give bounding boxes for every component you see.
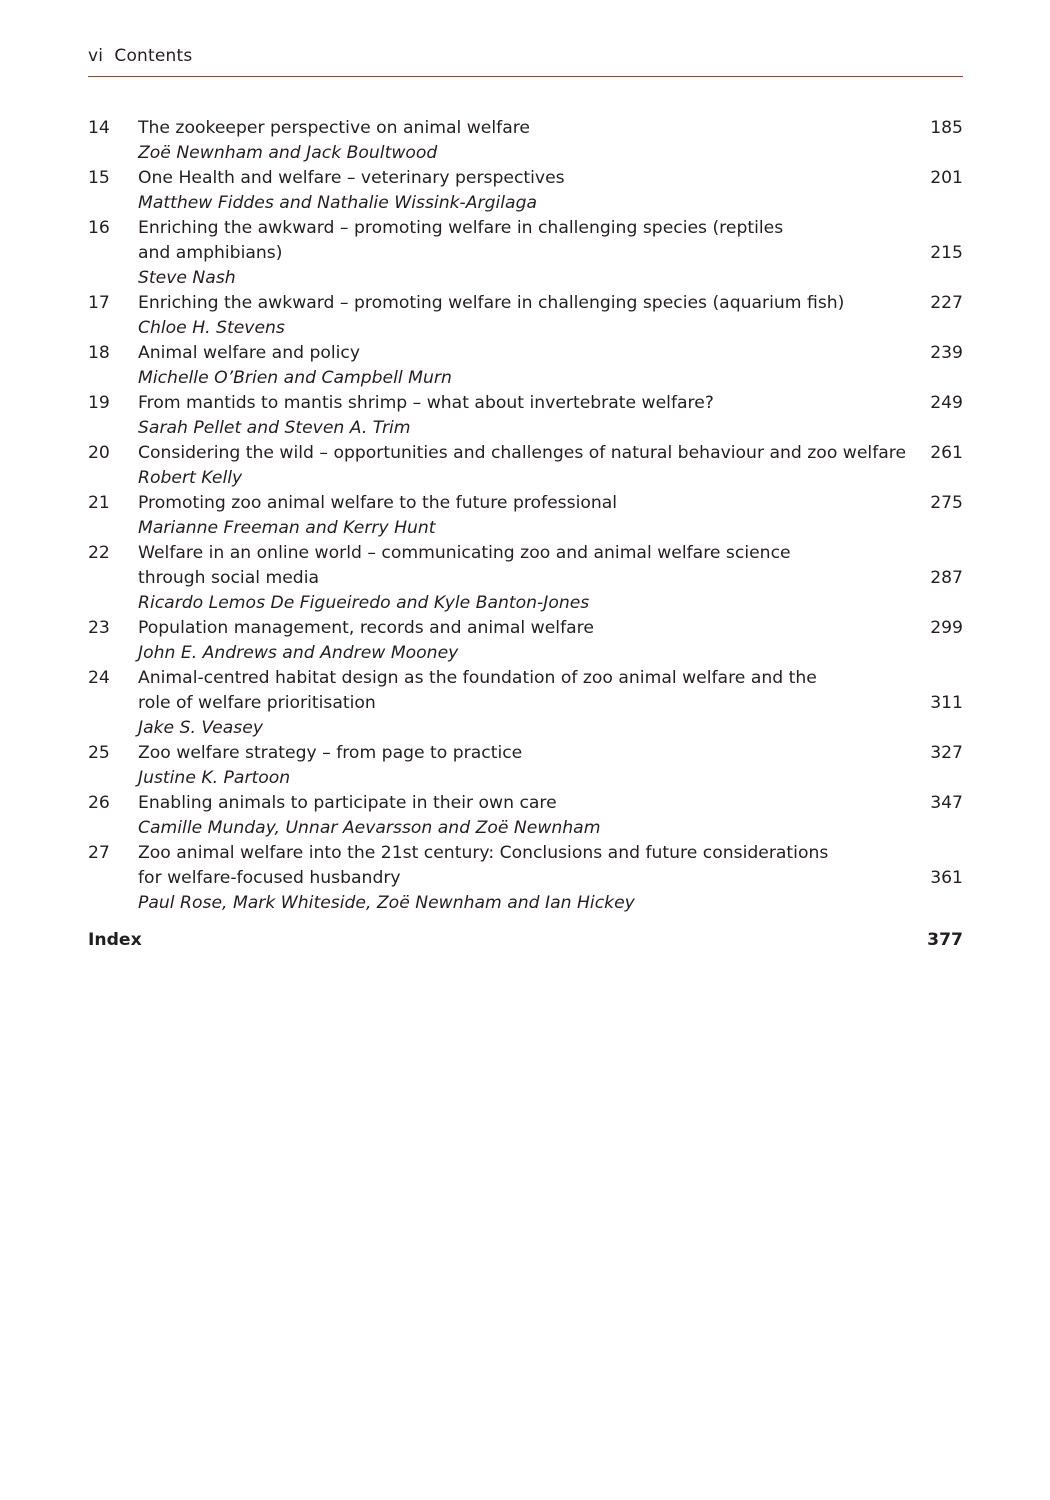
chapter-body bbox=[138, 541, 911, 616]
chapter-title-line: Considering the wild – opportunities and challenges of natural behaviour and zoo welfare bbox=[138, 443, 907, 463]
chapter-title-line: role of welfare prioritisation bbox=[138, 693, 376, 713]
toc-entry[interactable] bbox=[88, 616, 963, 666]
chapter-title-line: One Health and welfare – veterinary perspectives bbox=[138, 168, 565, 188]
toc-entry[interactable] bbox=[88, 216, 963, 291]
chapter-title-line: Population management, records and animal welfare bbox=[138, 618, 594, 638]
chapter-authors: Michelle O’Brien and Campbell Murn bbox=[138, 368, 452, 388]
chapter-authors: Matthew Fiddes and Nathalie Wissink-Argilaga bbox=[138, 193, 538, 213]
page-number: 201 bbox=[930, 168, 963, 188]
table-of-contents bbox=[88, 116, 963, 953]
chapter-number: 19 bbox=[88, 393, 110, 413]
toc-entry[interactable] bbox=[88, 116, 963, 166]
page-number: 275 bbox=[930, 493, 963, 513]
chapter-title-line: Enriching the awkward – promoting welfare in challenging species (aquarium fish) bbox=[138, 293, 845, 313]
page-number: 361 bbox=[930, 868, 963, 888]
chapter-body bbox=[138, 741, 911, 791]
header-rule bbox=[88, 76, 963, 77]
chapter-number: 17 bbox=[88, 293, 110, 313]
toc-entry[interactable] bbox=[88, 791, 963, 841]
chapter-title-line: for welfare-focused husbandry bbox=[138, 868, 401, 888]
running-head: vi Contents bbox=[88, 46, 193, 66]
chapter-title-line: Animal-centred habitat design as the foundation of zoo animal welfare and the bbox=[138, 668, 817, 688]
chapter-title-line: Enriching the awkward – promoting welfare in challenging species (reptiles bbox=[138, 218, 784, 238]
chapter-body bbox=[138, 166, 911, 216]
chapter-authors: Camille Munday, Unnar Aevarsson and Zoë Newnham bbox=[138, 818, 601, 838]
page-number: 239 bbox=[930, 343, 963, 363]
chapter-authors: Chloe H. Stevens bbox=[138, 318, 285, 338]
toc-entry[interactable] bbox=[88, 291, 963, 341]
chapter-authors: Justine K. Partoon bbox=[138, 768, 291, 788]
toc-entry[interactable] bbox=[88, 541, 963, 616]
index-entry[interactable] bbox=[88, 928, 963, 953]
chapter-title-line: Welfare in an online world – communicating zoo and animal welfare science bbox=[138, 543, 791, 563]
chapter-body bbox=[138, 666, 911, 741]
page-number: 327 bbox=[930, 743, 963, 763]
chapter-body bbox=[138, 116, 911, 166]
chapter-authors: Sarah Pellet and Steven A. Trim bbox=[138, 418, 411, 438]
page-number: 299 bbox=[930, 618, 963, 638]
chapter-title-line: through social media bbox=[138, 568, 319, 588]
chapter-number: 26 bbox=[88, 793, 110, 813]
toc-entry[interactable] bbox=[88, 666, 963, 741]
toc-entry[interactable] bbox=[88, 391, 963, 441]
chapter-authors: Jake S. Veasey bbox=[138, 718, 263, 738]
chapter-number: 20 bbox=[88, 443, 110, 463]
page-number: 249 bbox=[930, 393, 963, 413]
chapter-body bbox=[138, 791, 911, 841]
chapter-number: 23 bbox=[88, 618, 110, 638]
chapter-body bbox=[138, 391, 911, 441]
page-number: 215 bbox=[930, 243, 963, 263]
chapter-body bbox=[138, 441, 911, 491]
chapter-body bbox=[138, 341, 911, 391]
chapter-title-line: Zoo animal welfare into the 21st century: Conclusions and future considerations bbox=[138, 843, 829, 863]
toc-entry[interactable] bbox=[88, 166, 963, 216]
chapter-title-line: The zookeeper perspective on animal welfare bbox=[138, 118, 530, 138]
chapter-authors: Ricardo Lemos De Figueiredo and Kyle Banton-Jones bbox=[138, 593, 590, 613]
index-page-number: 377 bbox=[927, 930, 963, 950]
page-number: 287 bbox=[930, 568, 963, 588]
chapter-authors: Marianne Freeman and Kerry Hunt bbox=[138, 518, 436, 538]
page-number: 185 bbox=[930, 118, 963, 138]
toc-entry[interactable] bbox=[88, 491, 963, 541]
chapter-body bbox=[138, 616, 911, 666]
page-number: 347 bbox=[930, 793, 963, 813]
chapter-number: 25 bbox=[88, 743, 110, 763]
toc-entry[interactable] bbox=[88, 341, 963, 391]
chapter-number: 27 bbox=[88, 843, 110, 863]
chapter-number: 16 bbox=[88, 218, 110, 238]
chapter-title-line: Animal welfare and policy bbox=[138, 343, 361, 363]
chapter-authors: Zoë Newnham and Jack Boultwood bbox=[138, 143, 438, 163]
chapter-number: 15 bbox=[88, 168, 110, 188]
chapter-body bbox=[138, 841, 911, 916]
chapter-body bbox=[138, 491, 911, 541]
chapter-title-line: Promoting zoo animal welfare to the future professional bbox=[138, 493, 618, 513]
chapter-body bbox=[138, 216, 911, 291]
chapter-title-line: From mantids to mantis shrimp – what about invertebrate welfare? bbox=[138, 393, 714, 413]
chapter-authors: John E. Andrews and Andrew Mooney bbox=[138, 643, 459, 663]
chapter-number: 14 bbox=[88, 118, 110, 138]
chapter-authors: Steve Nash bbox=[138, 268, 236, 288]
chapter-title-line: Enabling animals to participate in their own care bbox=[138, 793, 557, 813]
index-label: Index bbox=[88, 930, 142, 950]
toc-entry[interactable] bbox=[88, 741, 963, 791]
chapter-authors: Paul Rose, Mark Whiteside, Zoë Newnham and Ian Hickey bbox=[138, 893, 635, 913]
chapter-number: 22 bbox=[88, 543, 110, 563]
page-number: 261 bbox=[930, 443, 963, 463]
chapter-number: 18 bbox=[88, 343, 110, 363]
chapter-body bbox=[138, 291, 911, 341]
page-number: 227 bbox=[930, 293, 963, 313]
toc-entry[interactable] bbox=[88, 841, 963, 916]
chapter-title-line: Zoo welfare strategy – from page to practice bbox=[138, 743, 523, 763]
chapter-authors: Robert Kelly bbox=[138, 468, 243, 488]
page-number: 311 bbox=[930, 693, 963, 713]
toc-entry[interactable] bbox=[88, 441, 963, 491]
chapter-number: 21 bbox=[88, 493, 110, 513]
chapter-number: 24 bbox=[88, 668, 110, 688]
chapter-title-line: and amphibians) bbox=[138, 243, 283, 263]
